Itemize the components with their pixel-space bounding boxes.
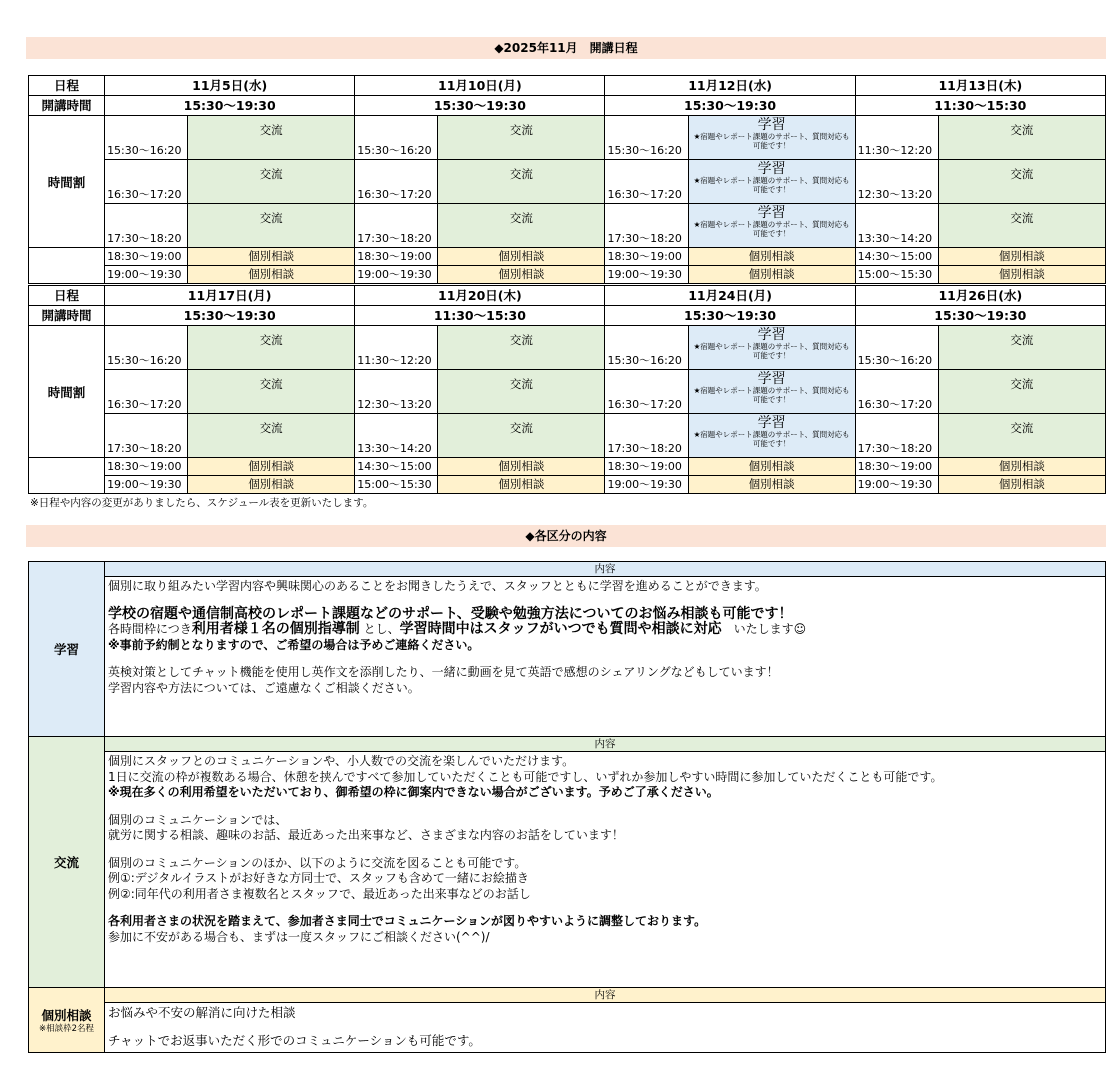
slot-time: 16:30〜17:20 xyxy=(605,370,688,414)
content-title: ◆各区分の内容 xyxy=(525,529,607,543)
slot-time: 12:30〜13:20 xyxy=(355,370,438,414)
day-date: 11月5日(水) xyxy=(105,76,355,96)
slot-soudan: 個別相談 xyxy=(938,266,1105,284)
slot-time: 15:00〜15:30 xyxy=(355,476,438,494)
day-date: 11月17日(月) xyxy=(105,286,355,306)
slot-soudan: 個別相談 xyxy=(938,458,1105,476)
slot-soudan: 個別相談 xyxy=(438,476,605,494)
timetable-label-cont xyxy=(29,458,105,494)
timetable-row xyxy=(29,370,1106,414)
day-hours: 15:30〜19:30 xyxy=(605,96,855,116)
slot-soudan: 個別相談 xyxy=(188,248,355,266)
slot-kouryu: 交流 xyxy=(188,370,355,414)
slot-soudan: 個別相談 xyxy=(688,476,855,494)
soudan-description: お悩みや不安の解消に向けた相談 チャットでお返事いただく形でのコミュニケーションも可能です。 xyxy=(105,1003,1106,1053)
slot-kouryu: 交流 xyxy=(438,116,605,160)
content-subheader: 内容 xyxy=(105,737,1106,752)
category-soudan-note: ※相談枠2名程 xyxy=(38,1024,95,1034)
slot-kouryu: 交流 xyxy=(438,414,605,458)
slot-time: 11:30〜12:20 xyxy=(355,326,438,370)
gakushu-description: 個別に取り組みたい学習内容や興味関心のあることをお聞きしたうえで、スタッフとともに学習を進めることができます。 学校の宿題や通信制高校のレポート課題などのサポート、受験や勉強方法についてのお悩み相談も可能です！ 各時間枠につき利用者様１名の個別指導制 とし、学習時間中はスタッフがいつでも質問や相談に対応 いたします☺ ※事前予約制となりますので、ご希望の場合は予めご連絡ください。 英検対策としてチャット機能を使用し英作文を添削したり、一緒に動画を見て英語で感想のシェアリングなどもしています！ 学習内容や方法については、ご遠慮なくご相談ください。 xyxy=(105,577,1106,737)
timetable-row xyxy=(29,476,1106,494)
slot-time: 15:30〜16:20 xyxy=(855,326,938,370)
slot-time: 17:30〜18:20 xyxy=(105,414,188,458)
slot-gakushu: 学習 ★宿題やレポート課題のサポート、質問対応も可能です！ xyxy=(688,370,855,414)
slot-gakushu: 学習 ★宿題やレポート課題のサポート、質問対応も可能です！ xyxy=(688,160,855,204)
slot-kouryu: 交流 xyxy=(938,370,1105,414)
slot-kouryu: 交流 xyxy=(188,414,355,458)
category-gakushu: 学習 xyxy=(29,562,105,737)
content-banner xyxy=(26,525,1106,547)
slot-kouryu: 交流 xyxy=(938,160,1105,204)
slot-gakushu: 学習 ★宿題やレポート課題のサポート、質問対応も可能です！ xyxy=(688,326,855,370)
slot-kouryu: 交流 xyxy=(188,160,355,204)
timetable-label: 時間割 xyxy=(29,116,105,248)
schedule-title: ◆2025年11月 開講日程 xyxy=(494,41,638,55)
slot-soudan: 個別相談 xyxy=(438,248,605,266)
slot-time: 19:00〜19:30 xyxy=(105,266,188,284)
slot-kouryu: 交流 xyxy=(938,326,1105,370)
slot-time: 14:30〜15:00 xyxy=(355,458,438,476)
slot-time: 14:30〜15:00 xyxy=(855,248,938,266)
slot-soudan: 個別相談 xyxy=(438,266,605,284)
slot-time: 19:00〜19:30 xyxy=(605,266,688,284)
day-hours: 15:30〜19:30 xyxy=(605,306,855,326)
slot-time: 11:30〜12:20 xyxy=(855,116,938,160)
slot-time: 15:30〜16:20 xyxy=(605,116,688,160)
content-subheader: 内容 xyxy=(105,562,1106,577)
slot-time: 18:30〜19:00 xyxy=(105,458,188,476)
timetable-row xyxy=(29,326,1106,370)
timetable-row xyxy=(29,266,1106,284)
slot-time: 18:30〜19:00 xyxy=(605,458,688,476)
slot-soudan: 個別相談 xyxy=(438,458,605,476)
day-date: 11月13日(木) xyxy=(855,76,1105,96)
slot-time: 16:30〜17:20 xyxy=(355,160,438,204)
slot-kouryu: 交流 xyxy=(438,160,605,204)
day-date: 11月24日(月) xyxy=(605,286,855,306)
slot-time: 19:00〜19:30 xyxy=(855,476,938,494)
slot-soudan: 個別相談 xyxy=(688,458,855,476)
slot-time: 15:30〜16:20 xyxy=(355,116,438,160)
slot-time: 17:30〜18:20 xyxy=(855,414,938,458)
timetable-row xyxy=(29,204,1106,248)
slot-time: 12:30〜13:20 xyxy=(855,160,938,204)
slot-kouryu: 交流 xyxy=(438,204,605,248)
slot-time: 15:30〜16:20 xyxy=(605,326,688,370)
slot-soudan: 個別相談 xyxy=(938,248,1105,266)
timetable-row xyxy=(29,414,1106,458)
slot-kouryu: 交流 xyxy=(188,204,355,248)
day-hours: 11:30〜15:30 xyxy=(855,96,1105,116)
slot-time: 13:30〜14:20 xyxy=(855,204,938,248)
slot-soudan: 個別相談 xyxy=(938,476,1105,494)
date-label: 日程 xyxy=(29,76,105,96)
day-date: 11月20日(木) xyxy=(355,286,605,306)
slot-time: 18:30〜19:00 xyxy=(605,248,688,266)
slot-time: 13:30〜14:20 xyxy=(355,414,438,458)
slot-soudan: 個別相談 xyxy=(688,248,855,266)
slot-soudan: 個別相談 xyxy=(188,458,355,476)
day-hours: 11:30〜15:30 xyxy=(355,306,605,326)
day-hours: 15:30〜19:30 xyxy=(355,96,605,116)
slot-soudan: 個別相談 xyxy=(188,476,355,494)
slot-time: 19:00〜19:30 xyxy=(105,476,188,494)
slot-kouryu: 交流 xyxy=(188,326,355,370)
slot-kouryu: 交流 xyxy=(188,116,355,160)
schedule-table-2 xyxy=(28,285,1106,494)
slot-time: 15:30〜16:20 xyxy=(105,326,188,370)
content-subheader: 内容 xyxy=(105,988,1106,1003)
slot-time: 15:30〜16:20 xyxy=(105,116,188,160)
slot-soudan: 個別相談 xyxy=(188,266,355,284)
slot-time: 18:30〜19:00 xyxy=(105,248,188,266)
kouryu-description: 個別にスタッフとのコミュニケーションや、小人数での交流を楽しんでいただけます。 1日に交流の枠が複数ある場合、休憩を挟んですべて参加していただくことも可能ですし、いずれか参加しやすい時間に参加していただくことも可能です。 ※現在多くの利用希望をいただいており、御希望の枠に御案内できない場合がございます。予めご了承ください。 個別のコミュニケーションでは、 就労に関する相談、趣味のお話、最近あった出来事など、さまざまな内容のお話をしています！ 個別のコミュニケーションのほか、以下のように交流を図ることも可能です。 例①:デジタルイラストがお好きな方同士で、スタッフも含めて一緒にお絵描き 例②:同年代の利用者さま複数名とスタッフで、最近あった出来事などのお話し 各利用者さまの状況を踏まえて、参加者さま同士でコミュニケーションが図りやすいように調整しております。 参加に不安がある場合も、まずは一度スタッフにご相談ください(^^)/ xyxy=(105,752,1106,988)
slot-gakushu: 学習 ★宿題やレポート課題のサポート、質問対応も可能です！ xyxy=(688,414,855,458)
slot-kouryu: 交流 xyxy=(438,370,605,414)
schedule-note: ※日程や内容の変更がありましたら、スケジュール表を更新いたします。 xyxy=(30,497,374,509)
day-date: 11月12日(水) xyxy=(605,76,855,96)
timetable-row xyxy=(29,160,1106,204)
schedule-banner xyxy=(26,37,1106,59)
day-date: 11月26日(水) xyxy=(855,286,1105,306)
slot-time: 16:30〜17:20 xyxy=(605,160,688,204)
timetable-label-cont xyxy=(29,248,105,284)
date-label: 日程 xyxy=(29,286,105,306)
day-hours: 15:30〜19:30 xyxy=(105,96,355,116)
timetable-row xyxy=(29,458,1106,476)
category-kouryu: 交流 xyxy=(29,737,105,988)
content-table xyxy=(28,561,1106,1053)
slot-kouryu: 交流 xyxy=(938,414,1105,458)
slot-time: 15:00〜15:30 xyxy=(855,266,938,284)
slot-time: 19:00〜19:30 xyxy=(605,476,688,494)
slot-gakushu: 学習 ★宿題やレポート課題のサポート、質問対応も可能です！ xyxy=(688,204,855,248)
slot-kouryu: 交流 xyxy=(938,116,1105,160)
day-date: 11月10日(月) xyxy=(355,76,605,96)
slot-time: 18:30〜19:00 xyxy=(855,458,938,476)
slot-gakushu: 学習 ★宿題やレポート課題のサポート、質問対応も可能です！ xyxy=(688,116,855,160)
slot-time: 17:30〜18:20 xyxy=(105,204,188,248)
slot-time: 16:30〜17:20 xyxy=(105,370,188,414)
slot-kouryu: 交流 xyxy=(438,326,605,370)
day-hours: 15:30〜19:30 xyxy=(855,306,1105,326)
timetable-row xyxy=(29,116,1106,160)
slot-time: 17:30〜18:20 xyxy=(605,414,688,458)
category-soudan: 個別相談 ※相談枠2名程 xyxy=(29,988,105,1053)
slot-time: 18:30〜19:00 xyxy=(355,248,438,266)
slot-kouryu: 交流 xyxy=(938,204,1105,248)
slot-time: 17:30〜18:20 xyxy=(605,204,688,248)
timetable-row xyxy=(29,248,1106,266)
schedule-table-1 xyxy=(28,75,1106,284)
timetable-label: 時間割 xyxy=(29,326,105,458)
slot-time: 16:30〜17:20 xyxy=(855,370,938,414)
slot-soudan: 個別相談 xyxy=(688,266,855,284)
slot-time: 19:00〜19:30 xyxy=(355,266,438,284)
day-hours: 15:30〜19:30 xyxy=(105,306,355,326)
hours-label: 開講時間 xyxy=(29,306,105,326)
slot-time: 16:30〜17:20 xyxy=(105,160,188,204)
slot-time: 17:30〜18:20 xyxy=(355,204,438,248)
hours-label: 開講時間 xyxy=(29,96,105,116)
